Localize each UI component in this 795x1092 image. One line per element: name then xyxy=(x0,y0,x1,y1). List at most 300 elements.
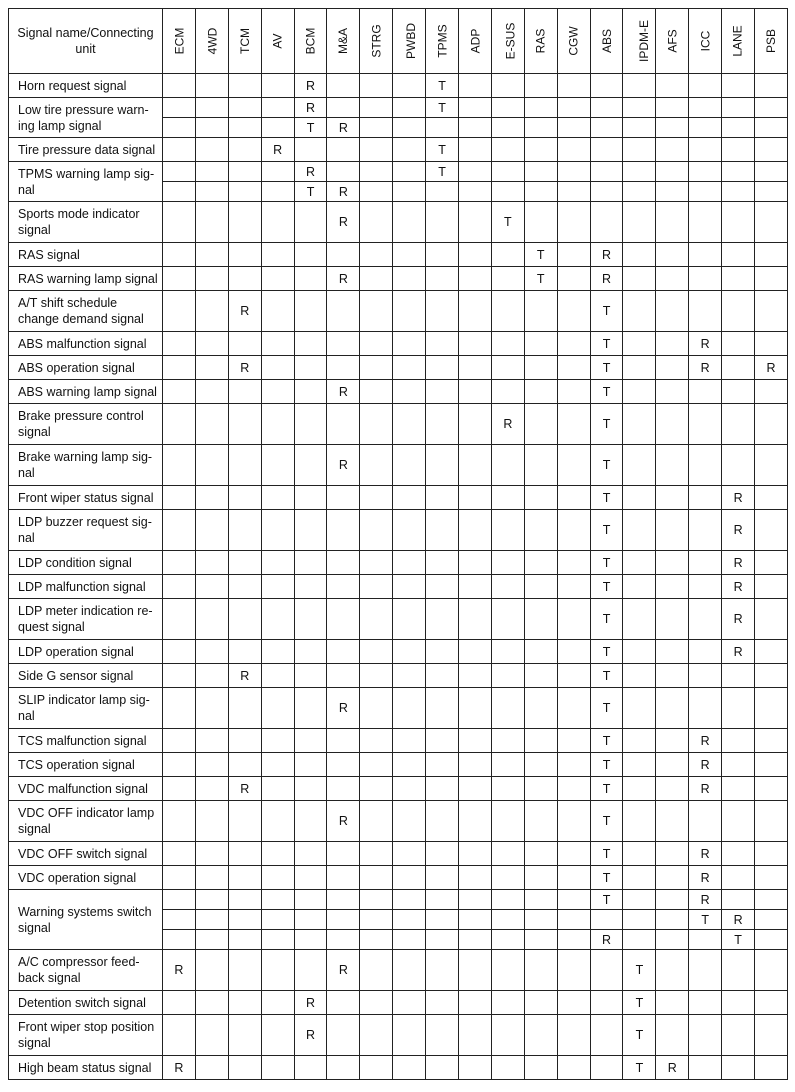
cell-tcm xyxy=(228,332,261,356)
cell-av xyxy=(261,445,294,486)
cell-ipdm-e xyxy=(623,445,656,486)
cell-4wd xyxy=(195,866,228,890)
signal-name: VDC operation signal xyxy=(9,866,163,890)
cell-4wd xyxy=(195,599,228,640)
cell-e-sus xyxy=(491,291,524,332)
cell-pwbd xyxy=(393,777,426,801)
cell-psb xyxy=(755,801,788,842)
signal-name: A/C compressor feed- back signal xyxy=(9,950,163,991)
cell-ras xyxy=(524,404,557,445)
cell-strg xyxy=(360,930,393,950)
cell-e-sus xyxy=(491,930,524,950)
cell-afs xyxy=(656,332,689,356)
cell-lane xyxy=(722,664,755,688)
cell-ras xyxy=(524,1056,557,1080)
cell-cgw xyxy=(557,182,590,202)
table-row xyxy=(9,890,788,910)
unit-header-adp xyxy=(459,9,492,74)
cell-ecm xyxy=(163,182,196,202)
cell-ipdm-e xyxy=(623,291,656,332)
cell-bcm: R xyxy=(294,162,327,182)
cell-adp xyxy=(459,910,492,930)
cell-afs xyxy=(656,664,689,688)
signal-name: Detention switch signal xyxy=(9,991,163,1015)
cell-strg xyxy=(360,729,393,753)
unit-label: AV xyxy=(270,33,285,49)
cell-psb xyxy=(755,575,788,599)
table-row xyxy=(9,1056,788,1080)
cell-icc: R xyxy=(689,842,722,866)
cell-bcm xyxy=(294,380,327,404)
cell-bcm xyxy=(294,510,327,551)
cell-icc: R xyxy=(689,866,722,890)
cell-ecm xyxy=(163,118,196,138)
cell-psb xyxy=(755,404,788,445)
cell-4wd xyxy=(195,74,228,98)
cell-m-a xyxy=(327,74,360,98)
cell-ipdm-e xyxy=(623,688,656,729)
unit-label: LANE xyxy=(731,25,746,57)
signal-name: Front wiper status signal xyxy=(9,486,163,510)
cell-av xyxy=(261,688,294,729)
cell-av xyxy=(261,162,294,182)
cell-psb: R xyxy=(755,356,788,380)
cell-ecm xyxy=(163,575,196,599)
cell-m-a xyxy=(327,729,360,753)
cell-abs: T xyxy=(590,801,623,842)
cell-ecm xyxy=(163,991,196,1015)
cell-pwbd xyxy=(393,118,426,138)
cell-abs: T xyxy=(590,664,623,688)
cell-strg xyxy=(360,910,393,930)
cell-afs xyxy=(656,267,689,291)
cell-psb xyxy=(755,98,788,118)
unit-label: 4WD xyxy=(204,27,219,55)
cell-abs xyxy=(590,138,623,162)
cell-ecm xyxy=(163,599,196,640)
cell-av xyxy=(261,74,294,98)
cell-4wd xyxy=(195,991,228,1015)
unit-label: E-SUS xyxy=(503,22,518,60)
cell-e-sus xyxy=(491,162,524,182)
unit-header-ras xyxy=(524,9,557,74)
cell-bcm xyxy=(294,404,327,445)
cell-e-sus xyxy=(491,1015,524,1056)
cell-adp xyxy=(459,486,492,510)
cell-afs xyxy=(656,930,689,950)
cell-bcm xyxy=(294,910,327,930)
cell-tcm xyxy=(228,599,261,640)
cell-pwbd xyxy=(393,1056,426,1080)
cell-e-sus xyxy=(491,138,524,162)
cell-4wd xyxy=(195,98,228,118)
cell-afs xyxy=(656,486,689,510)
cell-tcm xyxy=(228,98,261,118)
cell-strg xyxy=(360,98,393,118)
cell-av xyxy=(261,332,294,356)
cell-4wd xyxy=(195,356,228,380)
unit-header-cgw xyxy=(557,9,590,74)
cell-tpms xyxy=(426,202,459,243)
cell-av xyxy=(261,1015,294,1056)
cell-icc: T xyxy=(689,910,722,930)
cell-pwbd xyxy=(393,801,426,842)
table-row xyxy=(9,640,788,664)
cell-psb xyxy=(755,1015,788,1056)
signal-name: VDC OFF indicator lamp signal xyxy=(9,801,163,842)
cell-bcm: R xyxy=(294,991,327,1015)
signal-name: TPMS warning lamp sig- nal xyxy=(9,162,163,202)
cell-ecm xyxy=(163,910,196,930)
cell-adp xyxy=(459,842,492,866)
cell-abs xyxy=(590,98,623,118)
cell-adp xyxy=(459,729,492,753)
cell-icc xyxy=(689,991,722,1015)
cell-tcm: R xyxy=(228,664,261,688)
unit-label: AFS xyxy=(665,29,680,53)
cell-m-a xyxy=(327,98,360,118)
cell-ecm xyxy=(163,445,196,486)
table-row xyxy=(9,243,788,267)
cell-cgw xyxy=(557,640,590,664)
cell-lane: R xyxy=(722,910,755,930)
cell-lane xyxy=(722,777,755,801)
cell-pwbd xyxy=(393,98,426,118)
cell-ras xyxy=(524,1015,557,1056)
cell-cgw xyxy=(557,510,590,551)
cell-tpms xyxy=(426,267,459,291)
cell-abs xyxy=(590,1056,623,1080)
cell-cgw xyxy=(557,866,590,890)
cell-lane: R xyxy=(722,551,755,575)
cell-ecm xyxy=(163,162,196,182)
unit-header-pwbd xyxy=(393,9,426,74)
cell-tpms xyxy=(426,664,459,688)
cell-psb xyxy=(755,599,788,640)
cell-cgw xyxy=(557,202,590,243)
cell-4wd xyxy=(195,729,228,753)
cell-lane xyxy=(722,74,755,98)
cell-cgw xyxy=(557,291,590,332)
cell-abs: T xyxy=(590,291,623,332)
cell-4wd xyxy=(195,404,228,445)
cell-adp xyxy=(459,182,492,202)
cell-abs: T xyxy=(590,753,623,777)
cell-adp xyxy=(459,445,492,486)
cell-av xyxy=(261,1056,294,1080)
cell-cgw xyxy=(557,1056,590,1080)
cell-abs: T xyxy=(590,890,623,910)
cell-m-a xyxy=(327,640,360,664)
cell-ras xyxy=(524,74,557,98)
cell-tpms xyxy=(426,1056,459,1080)
cell-adp xyxy=(459,640,492,664)
signal-name: RAS warning lamp signal xyxy=(9,267,163,291)
cell-av xyxy=(261,910,294,930)
cell-av xyxy=(261,404,294,445)
cell-bcm: T xyxy=(294,182,327,202)
cell-cgw xyxy=(557,1015,590,1056)
cell-tcm: R xyxy=(228,777,261,801)
cell-ipdm-e xyxy=(623,551,656,575)
cell-cgw xyxy=(557,551,590,575)
cell-afs xyxy=(656,138,689,162)
cell-ras xyxy=(524,118,557,138)
cell-pwbd xyxy=(393,380,426,404)
unit-header-4wd xyxy=(195,9,228,74)
table-row xyxy=(9,1015,788,1056)
cell-icc xyxy=(689,930,722,950)
cell-psb xyxy=(755,118,788,138)
cell-av xyxy=(261,991,294,1015)
cell-ipdm-e xyxy=(623,777,656,801)
cell-ecm xyxy=(163,356,196,380)
cell-e-sus xyxy=(491,842,524,866)
unit-label: PWBD xyxy=(404,23,419,59)
cell-strg xyxy=(360,688,393,729)
table-row xyxy=(9,729,788,753)
cell-lane xyxy=(722,182,755,202)
unit-header-psb xyxy=(755,9,788,74)
cell-lane xyxy=(722,380,755,404)
cell-abs: T xyxy=(590,445,623,486)
cell-tcm xyxy=(228,842,261,866)
cell-pwbd xyxy=(393,950,426,991)
cell-e-sus xyxy=(491,866,524,890)
cell-tcm xyxy=(228,729,261,753)
unit-label: STRG xyxy=(370,24,385,58)
cell-m-a xyxy=(327,599,360,640)
cell-icc xyxy=(689,950,722,991)
cell-psb xyxy=(755,551,788,575)
cell-strg xyxy=(360,356,393,380)
cell-psb xyxy=(755,332,788,356)
cell-cgw xyxy=(557,118,590,138)
cell-av xyxy=(261,98,294,118)
unit-label: CGW xyxy=(566,26,581,56)
cell-icc xyxy=(689,162,722,182)
cell-bcm xyxy=(294,950,327,991)
cell-tpms xyxy=(426,445,459,486)
cell-lane xyxy=(722,866,755,890)
cell-bcm xyxy=(294,486,327,510)
cell-ras xyxy=(524,890,557,910)
cell-icc xyxy=(689,510,722,551)
cell-cgw xyxy=(557,777,590,801)
cell-pwbd xyxy=(393,753,426,777)
cell-ipdm-e xyxy=(623,118,656,138)
cell-psb xyxy=(755,991,788,1015)
cell-strg xyxy=(360,74,393,98)
cell-adp xyxy=(459,777,492,801)
table-row xyxy=(9,162,788,182)
cell-afs xyxy=(656,98,689,118)
cell-av xyxy=(261,380,294,404)
cell-pwbd xyxy=(393,688,426,729)
cell-tcm xyxy=(228,866,261,890)
cell-m-a: R xyxy=(327,267,360,291)
cell-lane xyxy=(722,267,755,291)
cell-ipdm-e xyxy=(623,182,656,202)
cell-ipdm-e xyxy=(623,729,656,753)
cell-adp xyxy=(459,599,492,640)
cell-abs xyxy=(590,910,623,930)
cell-cgw xyxy=(557,267,590,291)
cell-psb xyxy=(755,753,788,777)
cell-tcm xyxy=(228,688,261,729)
cell-abs xyxy=(590,202,623,243)
cell-afs xyxy=(656,243,689,267)
cell-pwbd xyxy=(393,599,426,640)
unit-header-ipdm-e xyxy=(623,9,656,74)
cell-afs xyxy=(656,866,689,890)
cell-m-a: R xyxy=(327,118,360,138)
cell-cgw xyxy=(557,910,590,930)
cell-psb xyxy=(755,182,788,202)
table-row xyxy=(9,138,788,162)
cell-afs xyxy=(656,599,689,640)
cell-av xyxy=(261,664,294,688)
unit-label: ICC xyxy=(698,30,713,52)
cell-4wd xyxy=(195,801,228,842)
cell-afs xyxy=(656,445,689,486)
cell-ipdm-e: T xyxy=(623,1015,656,1056)
cell-tpms xyxy=(426,801,459,842)
cell-lane: R xyxy=(722,510,755,551)
cell-4wd xyxy=(195,551,228,575)
cell-lane xyxy=(722,445,755,486)
cell-ras xyxy=(524,664,557,688)
cell-lane xyxy=(722,1056,755,1080)
cell-cgw xyxy=(557,664,590,688)
cell-bcm xyxy=(294,551,327,575)
cell-afs xyxy=(656,777,689,801)
cell-icc xyxy=(689,118,722,138)
cell-ipdm-e xyxy=(623,664,656,688)
cell-strg xyxy=(360,380,393,404)
cell-bcm xyxy=(294,332,327,356)
cell-ipdm-e xyxy=(623,486,656,510)
cell-ipdm-e xyxy=(623,202,656,243)
cell-m-a xyxy=(327,332,360,356)
cell-ecm: R xyxy=(163,1056,196,1080)
cell-tpms xyxy=(426,910,459,930)
cell-bcm xyxy=(294,753,327,777)
cell-ecm xyxy=(163,202,196,243)
cell-psb xyxy=(755,486,788,510)
cell-e-sus xyxy=(491,950,524,991)
cell-abs: T xyxy=(590,356,623,380)
cell-tpms xyxy=(426,243,459,267)
cell-ras xyxy=(524,599,557,640)
signal-matrix-table xyxy=(8,8,788,1080)
cell-m-a xyxy=(327,890,360,910)
cell-strg xyxy=(360,664,393,688)
cell-abs xyxy=(590,1015,623,1056)
cell-strg xyxy=(360,777,393,801)
signal-name: LDP operation signal xyxy=(9,640,163,664)
cell-ecm xyxy=(163,551,196,575)
cell-cgw xyxy=(557,753,590,777)
cell-ipdm-e xyxy=(623,753,656,777)
cell-afs: R xyxy=(656,1056,689,1080)
cell-4wd xyxy=(195,575,228,599)
cell-tpms xyxy=(426,510,459,551)
cell-abs: T xyxy=(590,599,623,640)
signal-name: ABS warning lamp signal xyxy=(9,380,163,404)
cell-strg xyxy=(360,640,393,664)
table-row xyxy=(9,801,788,842)
signal-name: Brake pressure control signal xyxy=(9,404,163,445)
cell-strg xyxy=(360,1015,393,1056)
cell-strg xyxy=(360,445,393,486)
cell-strg xyxy=(360,753,393,777)
cell-tcm xyxy=(228,202,261,243)
cell-tpms xyxy=(426,866,459,890)
cell-tpms xyxy=(426,753,459,777)
cell-strg xyxy=(360,243,393,267)
cell-afs xyxy=(656,380,689,404)
cell-tcm xyxy=(228,182,261,202)
cell-tpms xyxy=(426,332,459,356)
cell-tpms xyxy=(426,1015,459,1056)
cell-lane xyxy=(722,118,755,138)
cell-tcm xyxy=(228,243,261,267)
cell-icc xyxy=(689,98,722,118)
cell-pwbd xyxy=(393,332,426,356)
cell-lane xyxy=(722,138,755,162)
cell-m-a: R xyxy=(327,380,360,404)
cell-abs: T xyxy=(590,575,623,599)
cell-abs: T xyxy=(590,842,623,866)
cell-lane: R xyxy=(722,486,755,510)
cell-bcm xyxy=(294,729,327,753)
cell-tpms xyxy=(426,404,459,445)
cell-pwbd xyxy=(393,404,426,445)
cell-lane: R xyxy=(722,640,755,664)
cell-bcm xyxy=(294,842,327,866)
unit-label: RAS xyxy=(533,28,548,54)
cell-e-sus xyxy=(491,98,524,118)
cell-tcm xyxy=(228,910,261,930)
cell-lane xyxy=(722,162,755,182)
cell-pwbd xyxy=(393,910,426,930)
cell-ras xyxy=(524,162,557,182)
cell-m-a: R xyxy=(327,445,360,486)
cell-abs: T xyxy=(590,404,623,445)
cell-icc xyxy=(689,486,722,510)
cell-ecm xyxy=(163,688,196,729)
cell-e-sus xyxy=(491,890,524,910)
cell-m-a: R xyxy=(327,688,360,729)
cell-ecm xyxy=(163,380,196,404)
unit-header-e-sus xyxy=(491,9,524,74)
cell-pwbd xyxy=(393,243,426,267)
signal-name: ABS operation signal xyxy=(9,356,163,380)
signal-name: TCS operation signal xyxy=(9,753,163,777)
cell-cgw xyxy=(557,575,590,599)
cell-m-a xyxy=(327,842,360,866)
cell-adp xyxy=(459,866,492,890)
cell-strg xyxy=(360,404,393,445)
cell-e-sus xyxy=(491,777,524,801)
cell-av xyxy=(261,575,294,599)
cell-ipdm-e xyxy=(623,510,656,551)
table-row xyxy=(9,445,788,486)
cell-icc xyxy=(689,445,722,486)
cell-ipdm-e xyxy=(623,801,656,842)
cell-icc xyxy=(689,291,722,332)
